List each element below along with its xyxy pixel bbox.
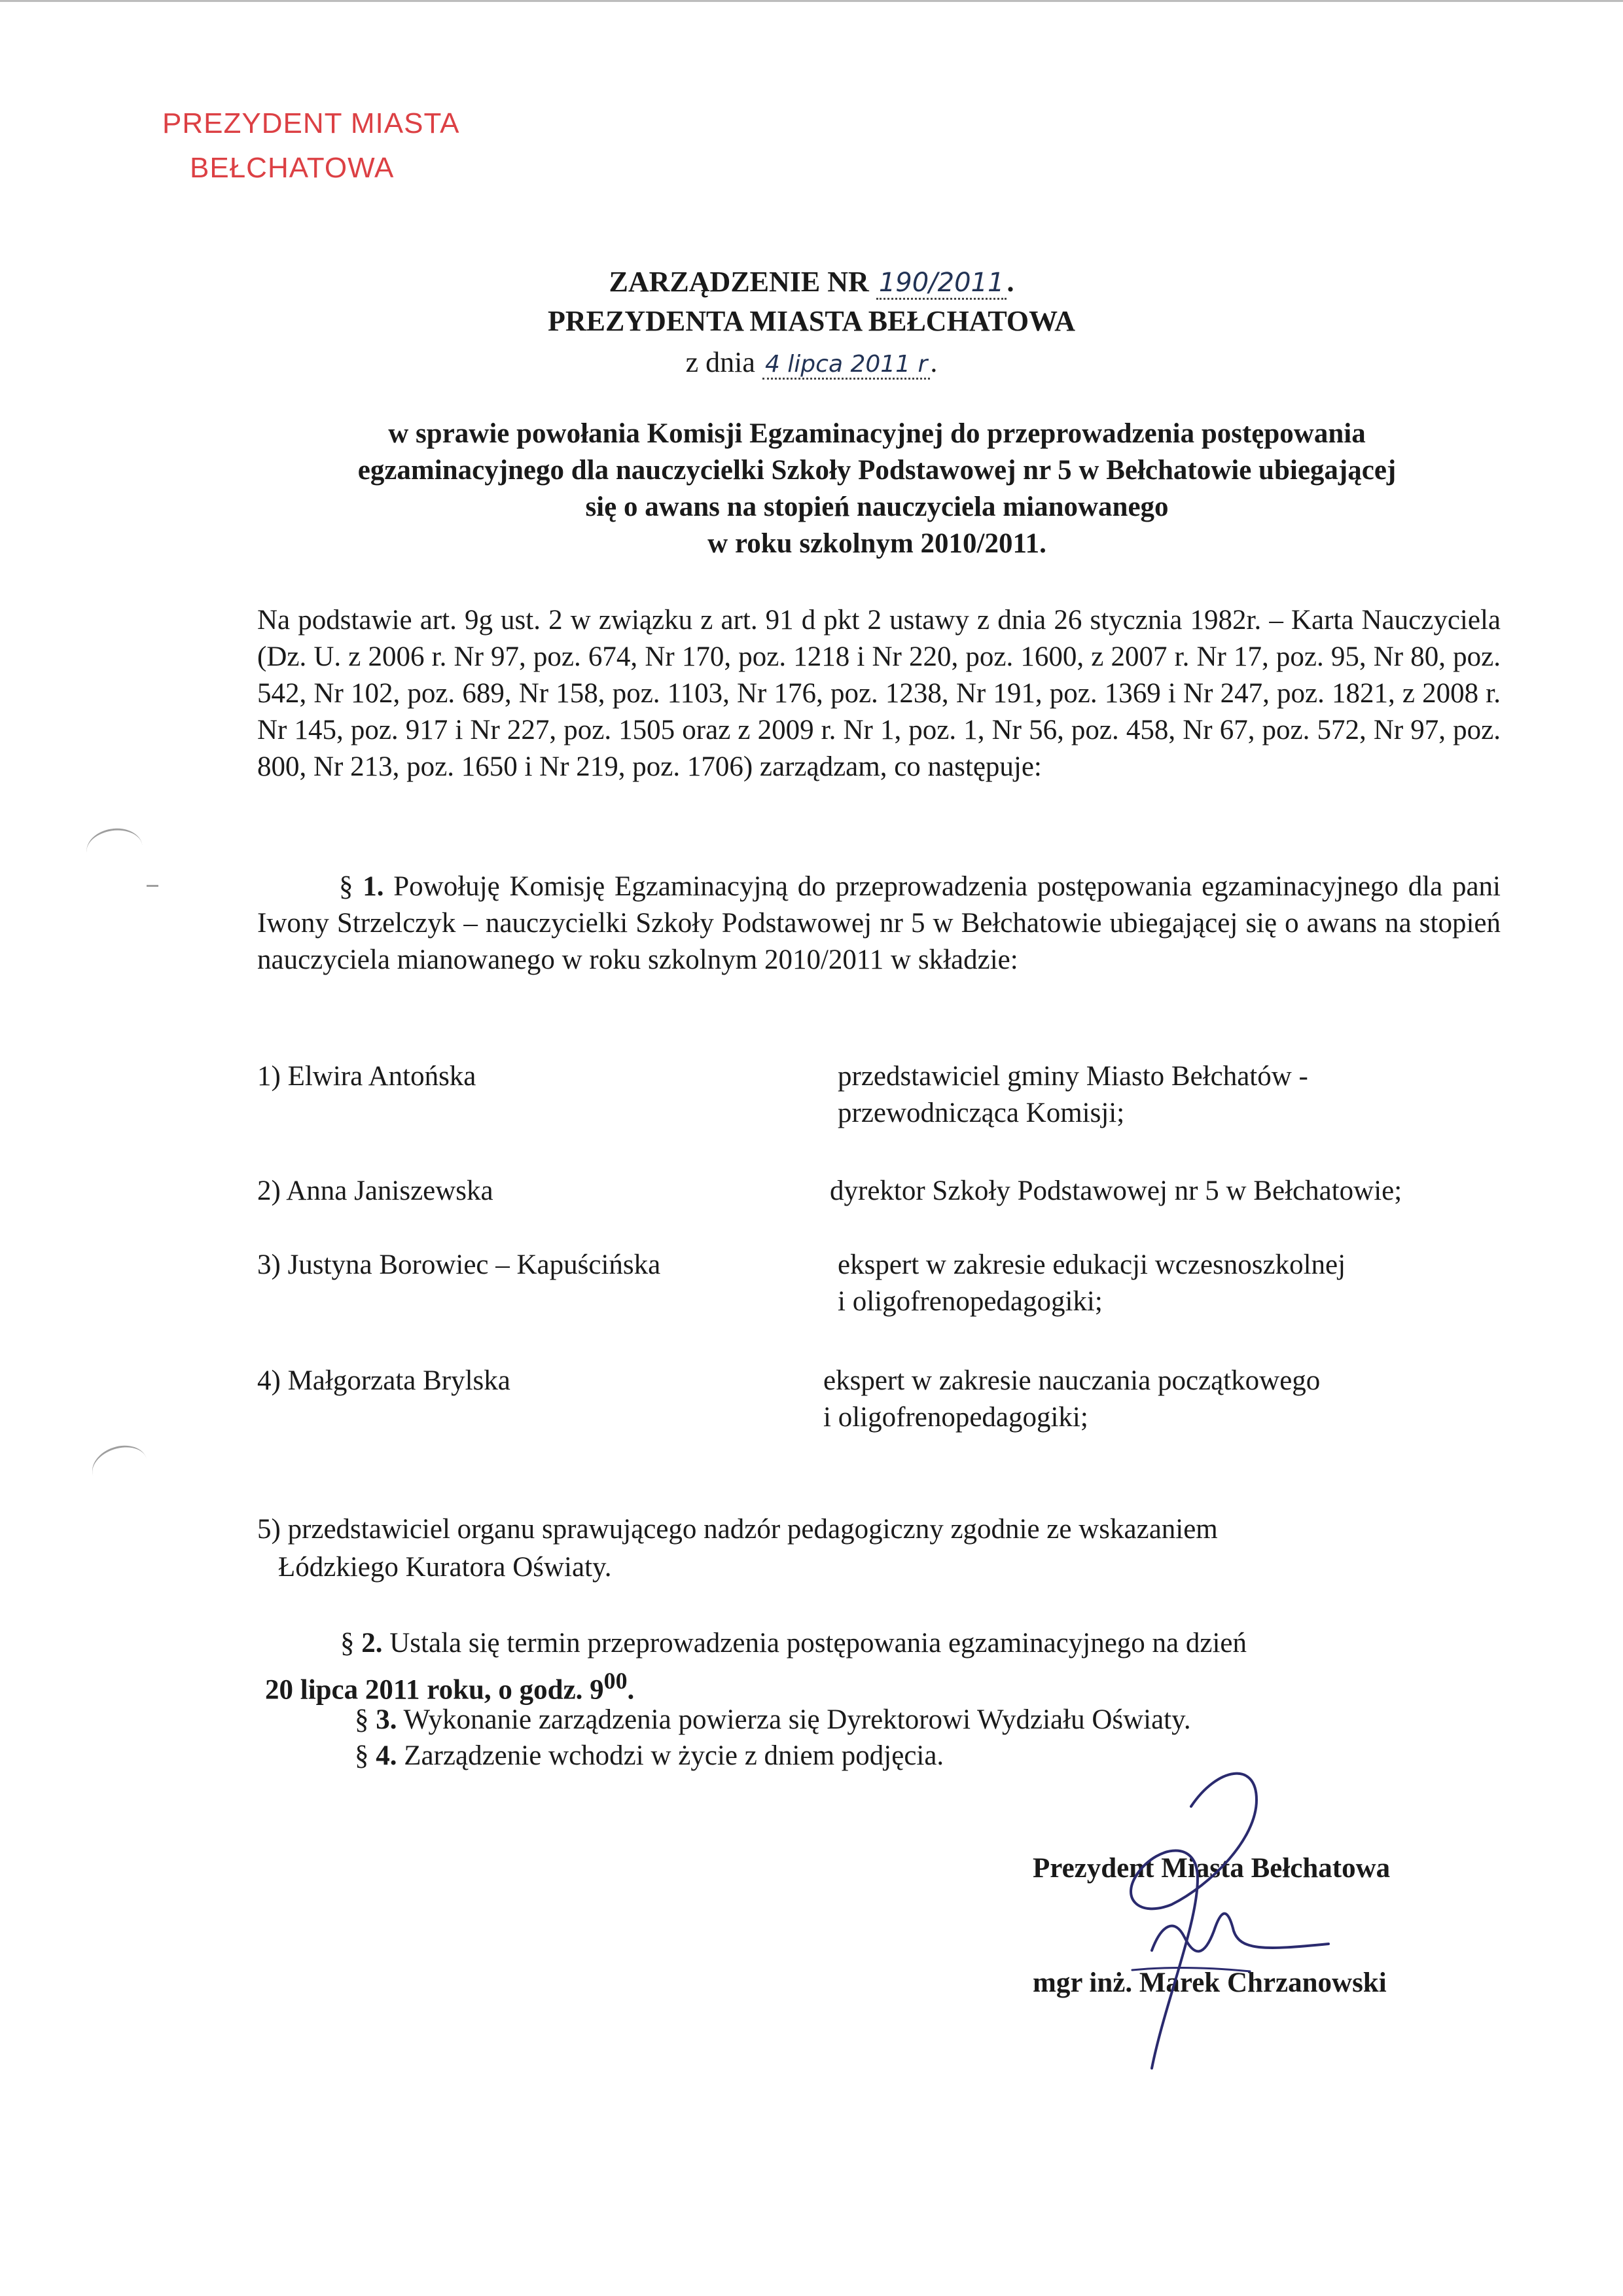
section-2 [340, 1625, 1247, 1662]
signature-stroke [1152, 1914, 1329, 1952]
section-symbol: § [340, 1628, 355, 1659]
subject-line: egzaminacyjnego dla nauczycielki Szkoły Podstawowej nr 5 w Bełchatowie ubiegającej [357, 455, 1397, 486]
exam-date-text: 20 lipca 2011 roku, o godz. 9 [265, 1674, 604, 1706]
section-symbol: § [355, 1740, 369, 1771]
member-name: 1) Elwira Antońska [257, 1061, 476, 1092]
member-role-line: dyrektor Szkoły Podstawowej nr 5 w Bełchatowie; [830, 1175, 1402, 1206]
section-4-text: Zarządzenie wchodzi w życie z dniem podjęcia. [397, 1740, 944, 1771]
section-number: 2. [361, 1628, 383, 1659]
member-role-line: i oligofrenopedagogiki; [823, 1402, 1088, 1433]
section-4 [355, 1738, 944, 1774]
signatory-name: mgr inż. Marek Chrzanowski [1033, 1967, 1387, 1998]
member-5 [257, 1511, 1218, 1587]
section-number: 4. [376, 1740, 397, 1771]
member-role [838, 1247, 1346, 1320]
subject-line: w roku szkolnym 2010/2011. [707, 528, 1046, 559]
legal-basis-paragraph: Na podstawie art. 9g ust. 2 w związku z art. 91 d pkt 2 ustawy z dnia 26 stycznia 1982r. – Karta Nauczyciela (Dz. U. z 2006 r. Nr 97, poz. 674, Nr 170, poz. 1218 i Nr 220, poz. 1600, z 2007 r. Nr 17, poz. 95, Nr 80, poz. 542, Nr 102, poz. 689, Nr 158, poz. 1103, Nr 176, poz. 1238, Nr 191, poz. 1369 i Nr 247, poz. 1821, z 2008 r. Nr 145, poz. 917 i Nr 227, poz. 1505 oraz z 2009 r. Nr 1, poz. 1, Nr 56, poz. 458, Nr 67, poz. 572, Nr 97, poz. 800, Nr 213, poz. 1650 i Nr 219, poz. 1706) zarządzam, co następuje: [257, 605, 1501, 782]
section-2-text: Ustala się termin przeprowadzenia postępowania egzaminacyjnego na dzień [382, 1628, 1247, 1659]
section-symbol: § [339, 871, 353, 902]
title-prefix: ZARZĄDZENIE NR [609, 266, 869, 298]
scan-top-edge [0, 0, 1623, 2]
member-5-line: Łódzkiego Kuratora Oświaty. [278, 1552, 612, 1583]
member-role [838, 1058, 1308, 1132]
section-symbol: § [355, 1704, 369, 1735]
signature-stroke [1131, 1774, 1257, 2068]
subject-line: się o awans na stopień nauczyciela mianowanego [585, 492, 1169, 522]
section-3-text: Wykonanie zarządzenia powierza się Dyrektorowi Wydziału Oświaty. [397, 1704, 1191, 1735]
fold-mark [147, 885, 158, 887]
document-issuer: PREZYDENTA MIASTA BEŁCHATOWA [547, 305, 1075, 337]
signature-stroke [1132, 1967, 1250, 1971]
exam-date-end: . [627, 1674, 635, 1706]
stamp-line-2: BEŁCHATOWA [190, 152, 395, 184]
punch-hole-mark [84, 825, 145, 873]
section-number: 3. [376, 1704, 397, 1735]
stamp-line-1: PREZYDENT MIASTA [162, 107, 460, 139]
document-date [0, 346, 1623, 379]
member-role-line: ekspert w zakresie nauczania początkowego [823, 1365, 1321, 1396]
member-5-line: 5) przedstawiciel organu sprawującego nadzór pedagogiczny zgodnie ze wskazaniem [257, 1514, 1218, 1545]
date-suffix: . [930, 346, 938, 378]
official-stamp [162, 101, 459, 190]
section-3 [355, 1702, 1191, 1738]
section-1-text: Powołuję Komisję Egzaminacyjną do przeprowadzenia postępowania egzaminacyjnego dla pani Iwony Strzelczyk – nauczycielki Szkoły Podstawowej nr 5 w Bełchatowie ubiegającej się o awans na stopień nauczyciela mianowanego w roku szkolnym 2010/2011 w składzie: [257, 871, 1501, 975]
date-prefix: z dnia [685, 346, 755, 378]
document-subject [249, 416, 1505, 562]
punch-hole-mark [86, 1439, 152, 1495]
member-name: 2) Anna Janiszewska [257, 1175, 493, 1206]
member-role-line: przedstawiciel gminy Miasto Bełchatów - [838, 1061, 1308, 1092]
member-role-line: ekspert w zakresie edukacji wczesnoszkolnej [838, 1249, 1346, 1280]
handwritten-date: 4 lipca 2011 r [762, 351, 930, 380]
member-role-line: przewodnicząca Komisji; [838, 1098, 1125, 1128]
signatory-title: Prezydent Miasta Bełchatowa [1033, 1853, 1391, 1884]
handwritten-signature [1047, 1741, 1387, 2081]
title-suffix: . [1007, 266, 1014, 298]
handwritten-number: 190/2011 [876, 268, 1007, 300]
member-role [823, 1363, 1320, 1436]
member-name: 4) Małgorzata Brylska [257, 1365, 510, 1396]
member-role [830, 1173, 1402, 1210]
section-number: 1. [363, 871, 384, 902]
member-name: 3) Justyna Borowiec – Kapuścińska [257, 1249, 661, 1280]
member-role-line: i oligofrenopedagogiki; [838, 1286, 1103, 1317]
document-title [0, 265, 1623, 298]
section-1-paragraph [257, 869, 1501, 978]
exam-time-superscript: 00 [603, 1668, 628, 1694]
subject-line: w sprawie powołania Komisji Egzaminacyjnej do przeprowadzenia postępowania [388, 418, 1366, 449]
